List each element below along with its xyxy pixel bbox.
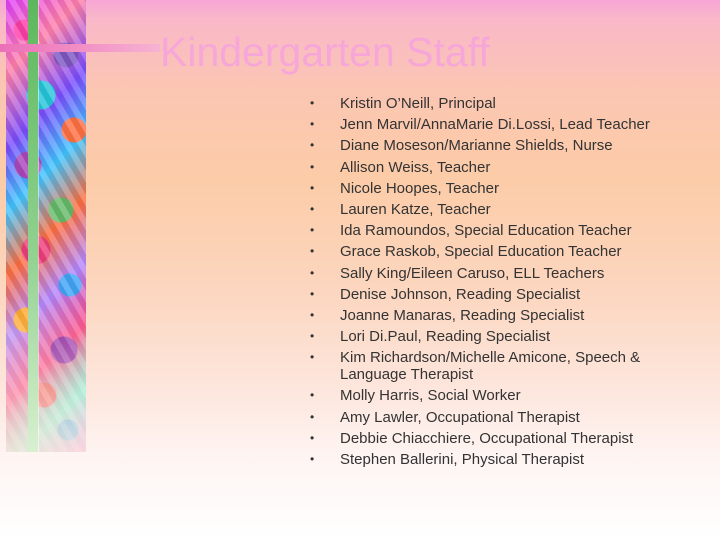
- slide-title: Kindergarten Staff: [160, 29, 490, 75]
- art-strip-fade: [6, 300, 86, 452]
- bullet-icon: •: [310, 201, 315, 216]
- staff-member-text: Stephen Ballerini, Physical Therapist: [340, 451, 585, 468]
- staff-member-text: Diane Moseson/Marianne Shields, Nurse: [340, 137, 613, 155]
- bullet-icon: •: [310, 409, 315, 424]
- staff-member-text: Jenn Marvil/AnnaMarie Di.Lossi, Lead Teacher: [340, 116, 650, 134]
- bullet-icon: •: [310, 452, 315, 466]
- staff-list-item: [310, 222, 690, 239]
- bullet-icon: •: [310, 159, 315, 174]
- staff-list-item: [310, 265, 690, 282]
- staff-member-text: Kim Richardson/Michelle Amicone, Speech & Language Therapist: [340, 349, 641, 384]
- bullet-icon: •: [310, 388, 315, 403]
- staff-list-item: [310, 95, 690, 112]
- staff-member-text: Molly Harris, Social Worker: [340, 387, 521, 405]
- bullet-icon: •: [310, 307, 315, 322]
- staff-member-text: Lori Di.Paul, Reading Specialist: [340, 328, 551, 346]
- staff-member-text: Amy Lawler, Occupational Therapist: [340, 408, 580, 426]
- staff-member-text: Nicole Hoopes, Teacher: [340, 179, 499, 197]
- staff-list-item: [310, 430, 690, 447]
- staff-list: [310, 95, 690, 472]
- staff-member-text: Allison Weiss, Teacher: [340, 158, 491, 176]
- staff-list-item: [310, 328, 690, 345]
- bullet-icon: •: [310, 223, 315, 238]
- staff-list-item: [310, 349, 690, 383]
- bullet-icon: •: [310, 244, 315, 259]
- bullet-icon: •: [310, 138, 315, 153]
- staff-list-item: [310, 201, 690, 218]
- vertical-accent-line: [28, 0, 38, 452]
- staff-list-item: [310, 116, 690, 133]
- staff-list-item: [310, 307, 690, 324]
- bullet-icon: •: [310, 430, 315, 445]
- staff-member-text: Kristin O’Neill, Principal: [340, 95, 496, 112]
- horizontal-accent-line: [0, 44, 160, 52]
- staff-member-text: Lauren Katze, Teacher: [340, 200, 491, 218]
- bullet-icon: •: [310, 286, 315, 301]
- staff-list-item: [310, 137, 690, 154]
- staff-list-item: [310, 409, 690, 426]
- staff-member-text: Sally King/Eileen Caruso, ELL Teachers: [340, 264, 605, 282]
- staff-list-item: [310, 243, 690, 260]
- staff-member-text: Debbie Chiacchiere, Occupational Therapist: [340, 429, 634, 447]
- staff-member-text: Denise Johnson, Reading Specialist: [340, 285, 581, 303]
- staff-list-item: [310, 451, 690, 468]
- staff-list-item: [310, 286, 690, 303]
- bullet-icon: •: [310, 96, 315, 110]
- staff-list-item: [310, 159, 690, 176]
- bullet-icon: •: [310, 117, 315, 132]
- staff-member-text: Grace Raskob, Special Education Teacher: [340, 243, 622, 261]
- bullet-icon: •: [310, 329, 315, 344]
- staff-list-item: [310, 387, 690, 404]
- bullet-icon: •: [310, 180, 315, 195]
- bullet-icon: •: [310, 350, 315, 365]
- bullet-icon: •: [310, 265, 315, 280]
- staff-list-item: [310, 180, 690, 197]
- staff-member-text: Joanne Manaras, Reading Specialist: [340, 306, 585, 324]
- staff-member-text: Ida Ramoundos, Special Education Teacher: [340, 222, 632, 240]
